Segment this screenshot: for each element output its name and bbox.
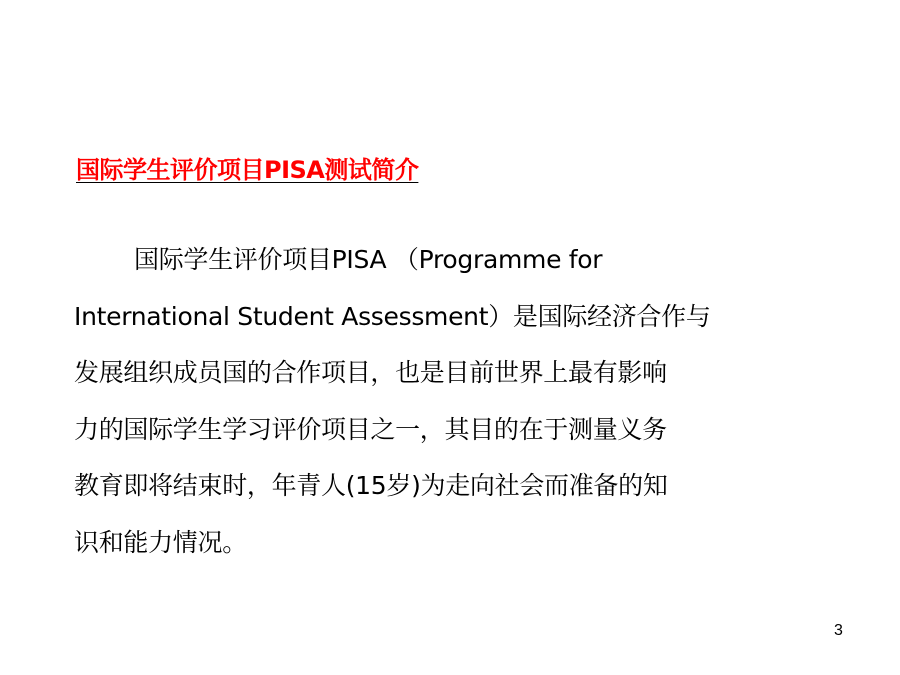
body-line: 力的国际学生学习评价项目之一，其目的在于测量义务 (74, 414, 667, 444)
slide-body (74, 232, 814, 571)
body-line: 发展组织成员国的合作项目，也是目前世界上最有影响 (74, 358, 667, 387)
body-line: 国际学生评价项目PISA （Programme for (134, 245, 603, 274)
page-number: 3 (834, 622, 843, 639)
body-line: 识和能力情况。 (74, 527, 247, 557)
slide-title: 国际学生评价项目PISA测试简介 (76, 156, 419, 184)
body-line: 教育即将结束时，年青人(15岁)为走向社会而准备的知 (74, 471, 668, 500)
body-line: International Student Assessment）是国际经济合作与 (74, 301, 711, 331)
